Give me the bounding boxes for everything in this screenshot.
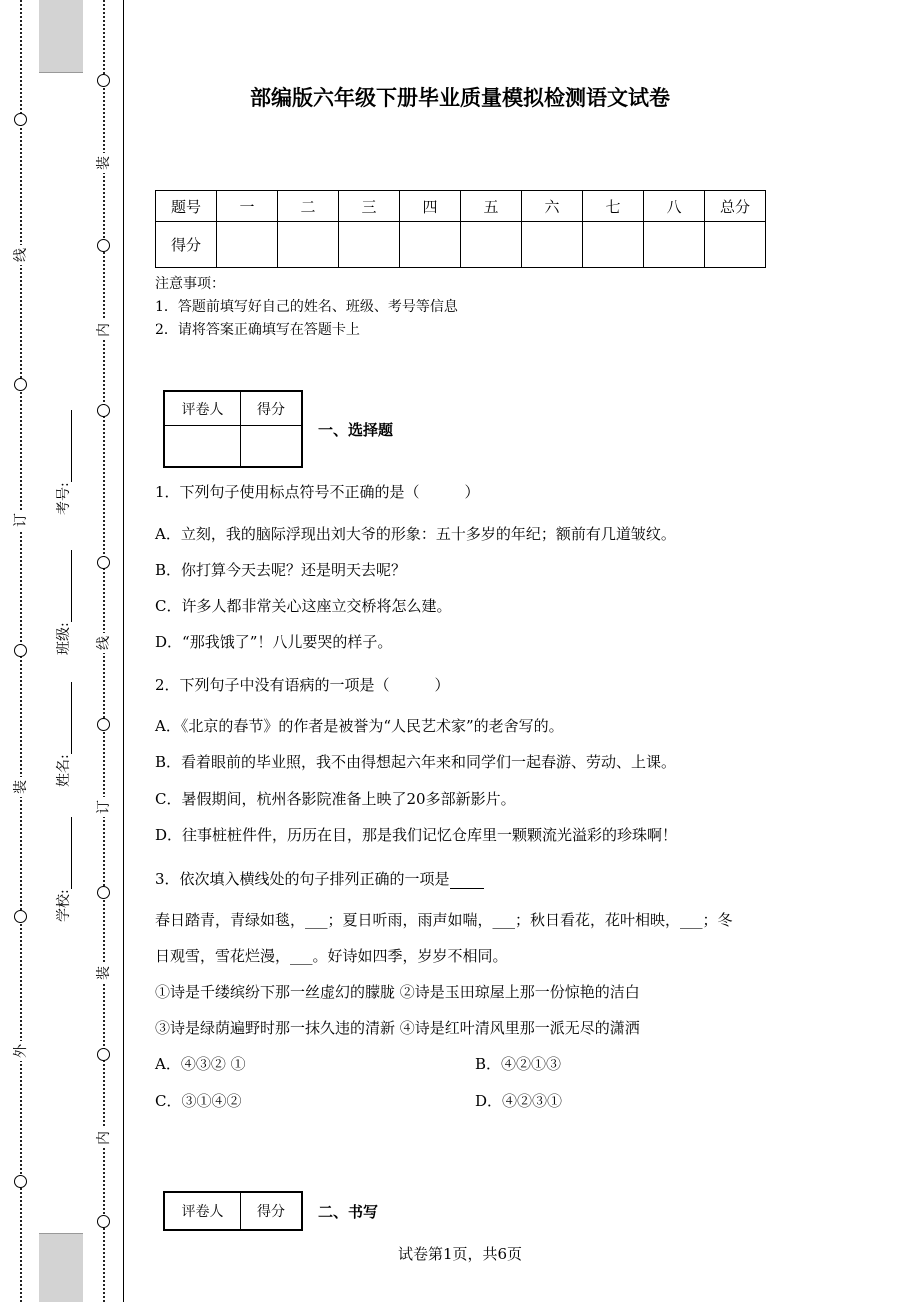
score-cell[interactable]	[461, 222, 522, 268]
binding-hole-circle	[14, 1175, 27, 1188]
binding-char: 装	[11, 777, 31, 797]
binding-char: 线	[94, 633, 114, 653]
score-table	[155, 190, 766, 268]
binding-char: 外	[11, 1041, 31, 1061]
score-header-cell: 五	[461, 191, 522, 222]
exam-number-field[interactable]	[53, 410, 73, 515]
section-title: 二、书写	[318, 1203, 379, 1221]
binding-hole-circle	[97, 718, 110, 731]
question-passage: 日观雪，雪花烂漫，___。好诗如四季，岁岁不相同。	[155, 947, 508, 965]
question-option[interactable]: B．看着眼前的毕业照，我不由得想起六年来和同学们一起春游、劳动、上课。	[155, 753, 677, 771]
binding-hole-circle	[97, 1048, 110, 1061]
grader-box	[163, 390, 303, 468]
answer-blank[interactable]	[450, 872, 484, 889]
grader-box	[163, 1191, 303, 1231]
notice-item: 2．请将答案正确填写在答题卡上	[155, 322, 360, 338]
class-blank[interactable]	[57, 550, 72, 622]
grader-score-label: 得分	[241, 1192, 303, 1230]
name-field[interactable]	[53, 682, 73, 787]
class-label: 班级:	[56, 622, 72, 655]
score-cell[interactable]	[339, 222, 400, 268]
score-header-cell: 八	[644, 191, 705, 222]
question-sentences: ①诗是千缕缤纷下那一丝虚幻的朦胧 ②诗是玉田琼屋上那一份惊艳的洁白	[155, 983, 640, 1001]
exam-number-blank[interactable]	[57, 410, 72, 482]
page-title: 部编版六年级下册毕业质量模拟检测语文试卷	[250, 86, 670, 110]
binding-char: 内	[94, 320, 114, 340]
score-header-cell: 总分	[705, 191, 766, 222]
score-header-cell: 一	[217, 191, 278, 222]
question-option[interactable]: C．③①④②	[155, 1092, 242, 1110]
grader-reviewer-label: 评卷人	[164, 1192, 241, 1230]
binding-hole-circle	[14, 910, 27, 923]
question-stem: 2．下列句子中没有语病的一项是（ ）	[155, 676, 450, 694]
grader-reviewer-cell[interactable]	[164, 426, 241, 468]
score-header-cell: 七	[583, 191, 644, 222]
binding-hole-circle	[14, 644, 27, 657]
score-header-cell: 三	[339, 191, 400, 222]
question-option[interactable]: A．《北京的春节》的作者是被誉为“人民艺术家”的老舍写的。	[155, 717, 564, 735]
score-header-cell: 四	[400, 191, 461, 222]
score-cell[interactable]	[400, 222, 461, 268]
binding-char: 线	[11, 245, 31, 265]
school-blank[interactable]	[57, 817, 72, 889]
notice-item: 1．答题前填写好自己的姓名、班级、考号等信息	[155, 299, 458, 315]
section-title: 一、选择题	[318, 421, 394, 439]
binding-char: 装	[94, 153, 114, 173]
score-row-label: 得分	[156, 222, 217, 268]
name-blank[interactable]	[57, 682, 72, 754]
question-option[interactable]: B．④②①③	[475, 1055, 562, 1073]
score-table-score-row	[156, 222, 766, 268]
score-header-cell: 六	[522, 191, 583, 222]
binding-hole-circle	[97, 556, 110, 569]
name-label: 姓名:	[56, 754, 72, 787]
school-label: 学校:	[56, 889, 72, 922]
question-stem: 1．下列句子使用标点符号不正确的是（ ）	[155, 483, 480, 501]
question-option[interactable]: A．④③② ①	[155, 1055, 246, 1073]
binding-char: 装	[94, 963, 114, 983]
score-header-cell: 二	[278, 191, 339, 222]
question-stem-row	[155, 869, 484, 889]
question-option[interactable]: C．许多人都非常关心这座立交桥将怎么建。	[155, 597, 452, 615]
question-sentences: ③诗是绿荫遍野时那一抹久违的清新 ④诗是红叶清风里那一派无尽的潇洒	[155, 1019, 640, 1037]
page-footer: 试卷第1页，共6页	[397, 1245, 523, 1263]
score-table-header-row	[156, 191, 766, 222]
binding-char: 订	[94, 797, 114, 817]
binding-hole-circle	[97, 1215, 110, 1228]
binding-hole-circle	[97, 886, 110, 899]
grader-score-cell[interactable]	[241, 426, 303, 468]
school-field[interactable]	[53, 817, 73, 922]
class-field[interactable]	[53, 550, 73, 655]
question-stem: 3．依次填入横线处的句子排列正确的一项是	[155, 870, 450, 888]
question-option[interactable]: B．你打算今天去呢？还是明天去呢？	[155, 561, 407, 579]
score-cell[interactable]	[217, 222, 278, 268]
question-option[interactable]: D．“那我饿了”！八儿要哭的样子。	[155, 633, 393, 651]
notice-heading: 注意事项：	[155, 276, 225, 292]
score-cell[interactable]	[644, 222, 705, 268]
binding-hole-circle	[97, 74, 110, 87]
question-passage: 春日踏青，青绿如毯，___；夏日听雨，雨声如喘，___；秋日看花，花叶相映，___；冬	[155, 911, 733, 929]
score-cell[interactable]	[583, 222, 644, 268]
score-cell[interactable]	[705, 222, 766, 268]
exam-number-label: 考号:	[56, 482, 72, 515]
question-option[interactable]: D．④②③①	[475, 1092, 563, 1110]
question-option[interactable]: D．往事桩桩件件，历历在目，那是我们记忆仓库里一颗颗流光溢彩的珍珠啊！	[155, 826, 678, 844]
binding-char: 订	[11, 510, 31, 530]
score-cell[interactable]	[278, 222, 339, 268]
binding-char: 内	[94, 1128, 114, 1148]
binding-hole-circle	[14, 378, 27, 391]
grader-reviewer-label: 评卷人	[164, 391, 241, 426]
binding-hole-circle	[97, 239, 110, 252]
score-cell[interactable]	[522, 222, 583, 268]
grader-score-label: 得分	[241, 391, 303, 426]
binding-hole-circle	[97, 404, 110, 417]
question-option[interactable]: C．暑假期间，杭州各影院准备上映了20多部新影片。	[155, 790, 516, 808]
binding-hole-circle	[14, 113, 27, 126]
question-option[interactable]: A．立刻，我的脑际浮现出刘大爷的形象：五十多岁的年纪；额前有几道皱纹。	[155, 525, 676, 543]
margin-border-line	[123, 0, 124, 1302]
score-header-cell: 题号	[156, 191, 217, 222]
